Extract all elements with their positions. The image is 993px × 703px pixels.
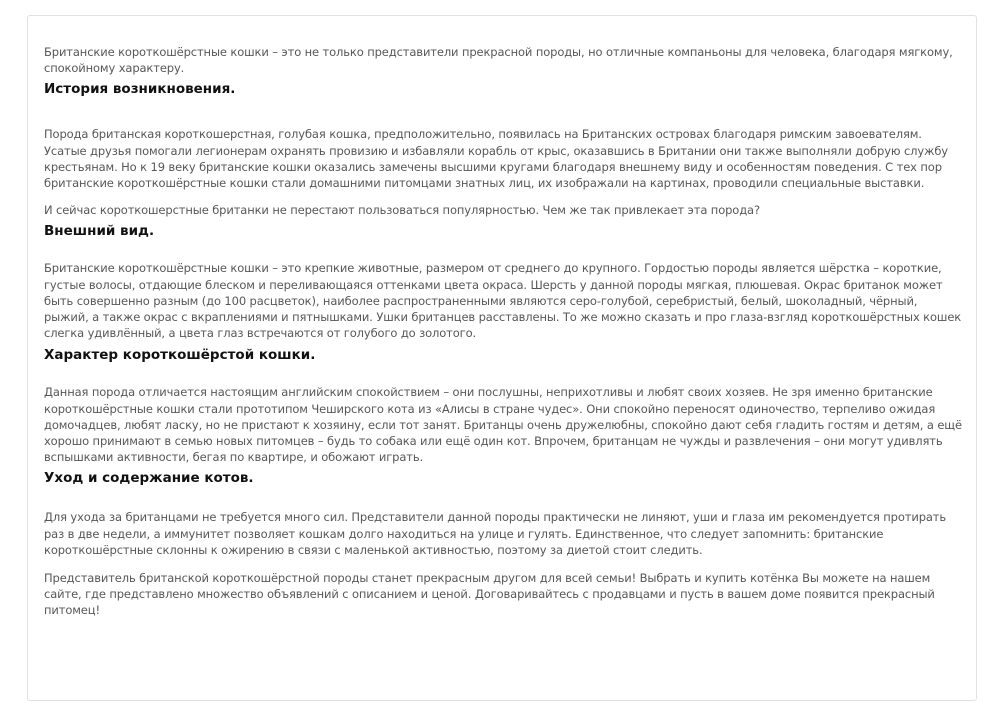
popularity-paragraph: И сейчас короткошерстные британки не перестают пользоваться популярностью. Чем же так привлекает эта порода? [44,203,760,218]
heading-care: Уход и содержание котов. [44,470,254,487]
care-paragraph: Для ухода за британцами не требуется много сил. Представители данной породы практически не линяют, уши и глаза им рекомендуется протирать раз в две недели, а иммунитет позволяет кошкам долго находиться на улице и гулять. Единственное, что следует запомнить: британские короткошёрстные склонны к ожирению в связи с маленькой активностью, поэтому за диетой стоит следить. [44,510,947,557]
intro-paragraph: Британские короткошёрстные кошки – это не только представители прекрасной породы, но отличные компаньоны для человека, благодаря мягкому, спокойному характеру. [44,45,953,76]
heading-appearance: Внешний вид. [44,223,155,240]
heading-character: Характер короткошёрстой кошки. [44,347,316,364]
history-paragraph: Порода британская короткошерстная, голубая кошка, предположительно, появилась на Британских островах благодаря римским завоевателям. Усатые друзья помогали легионерам охранять провизию и избавляли корабль от крыс, оказавшись в Британии они также выполняли добрую службу крестьянам. Но к 19 веку британские кошки оказались замечены высшими кругами благодаря внешнему виду и особенностям поведения. С тех пор британские короткошёрстные кошки стали домашними питомцами знатных лиц, их изображали на картинах, проводили специальные выставки. [44,127,948,191]
appearance-paragraph: Британские короткошёрстные кошки – это крепкие животные, размером от среднего до крупного. Гордостью породы является шёрстка – короткие, густые волосы, отдающие блеском и переливающаяся оттенками цвета окраса. Шерсть у данной породы мягкая, плюшевая. Окрас британок может быть совершенно разным (до 100 расцветок), наиболее распространенными являются серо-голубой, серебристый, белый, шоколадный, чёрный, рыжий, а также окрас с вкраплениями и пятнышками. Ушки британцев расставлены. То же можно сказать и про глаза-взгляд короткошёрстных кошек слегка удивлённый, а цвета глаз встречаются от голубого до золотого. [44,261,962,341]
heading-history: История возникновения. [44,81,236,98]
article-content [44,44,964,619]
outro-paragraph: Представитель британской короткошёрстной породы станет прекрасным другом для всей семьи! Выбрать и купить котёнка Вы можете на нашем сайте, где представлено множество объявлений с описанием и ценой. Договаривайтесь с продавцами и пусть в вашем доме появится прекрасный питомец! [44,571,935,618]
article-card [27,15,977,701]
character-paragraph: Данная порода отличается настоящим английским спокойствием – они послушны, неприхотливы и любят своих хозяев. Не зря именно британские короткошёрстные кошки стали прототипом Чеширского кота из «Алисы в стране чудес». Они спокойно переносят одиночество, терпеливо ожидая домочадцев, любят ласку, но не пристают к хозяину, если тот занят. Британцы очень дружелюбны, спокойно дают себя гладить гостям и детям, а ещё хорошо принимают в семью новых питомцев – будь то собака или ещё один кот. Впрочем, британцам не чужды и развлечения – они могут удивлять вспышками активности, бегая по квартире, и обожают играть. [44,385,962,465]
